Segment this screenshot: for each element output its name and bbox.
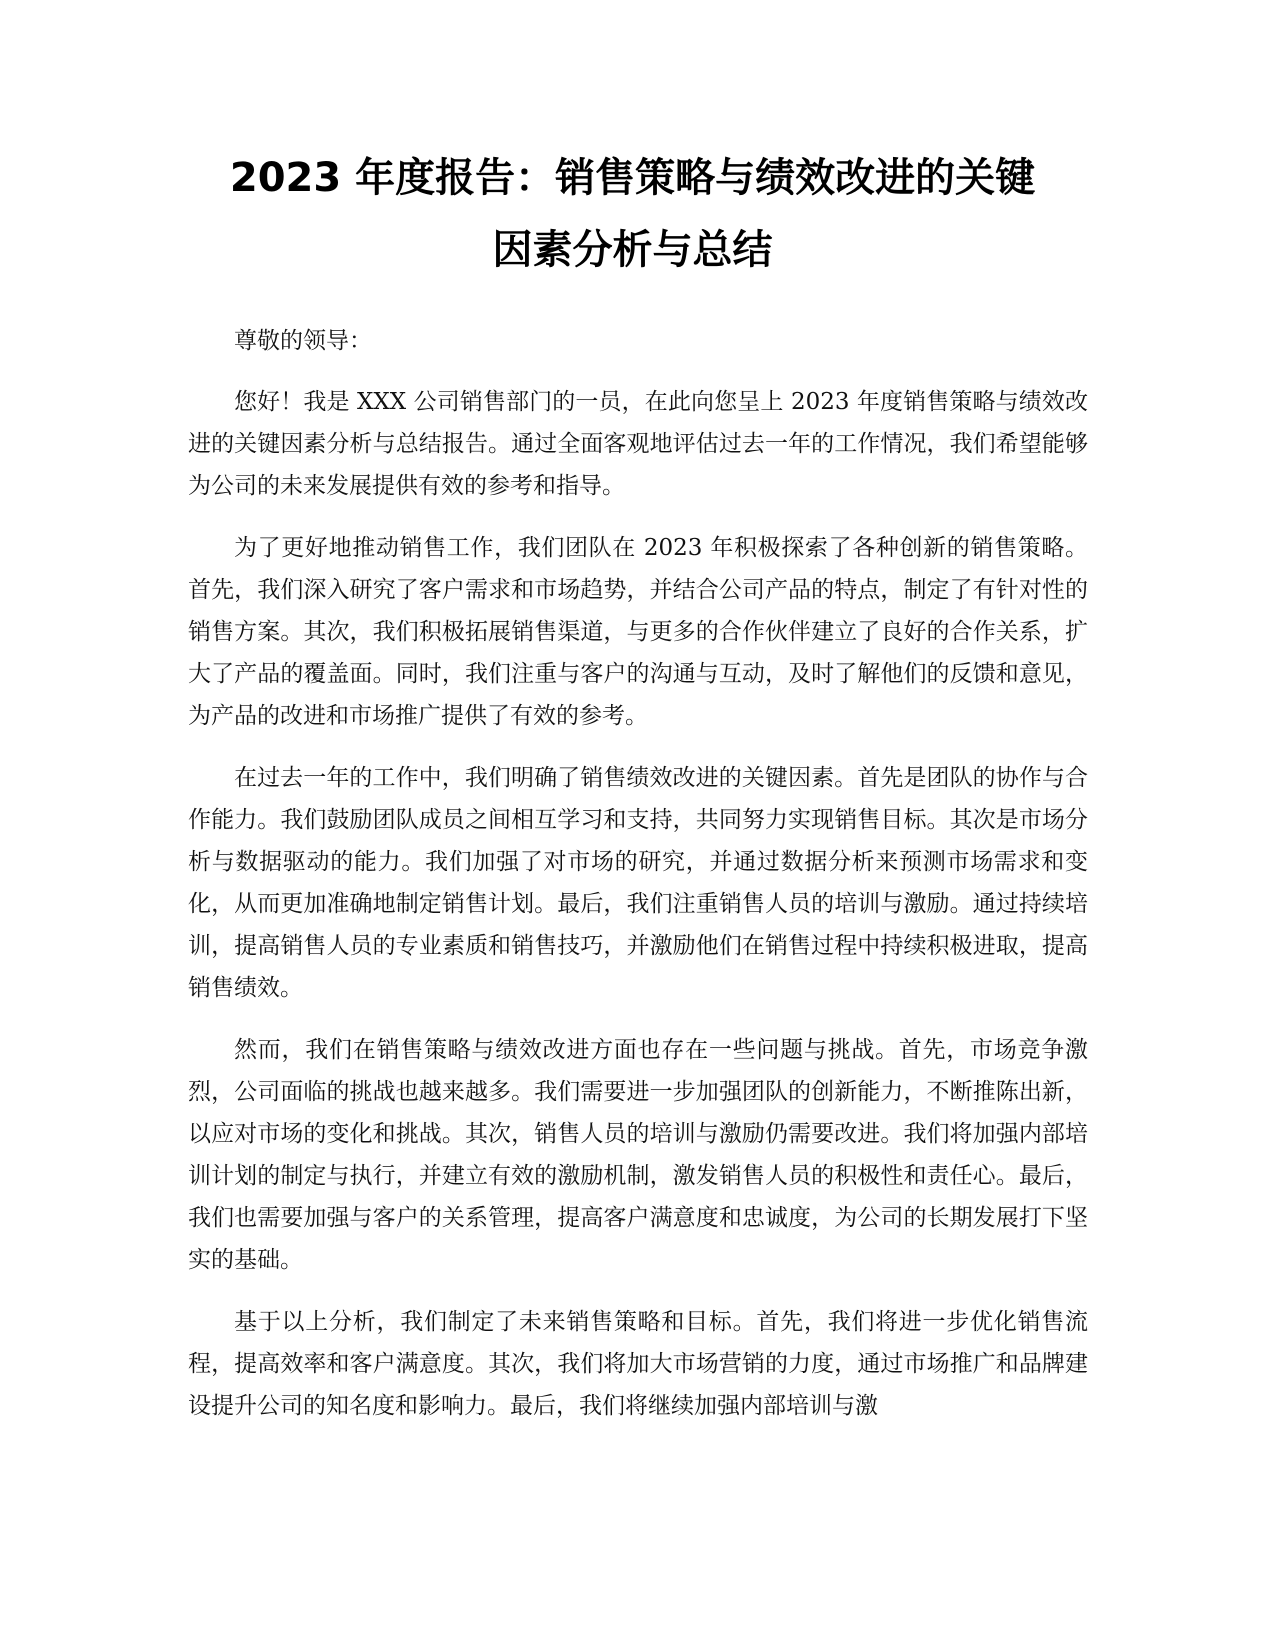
document-body: [188, 320, 1088, 1447]
paragraph-future-plan: 基于以上分析，我们制定了未来销售策略和目标。首先，我们将进一步优化销售流程，提高效率和客户满意度。其次，我们将加大市场营销的力度，通过市场推广和品牌建设提升公司的知名度和影响力。最后，我们将继续加强内部培训与激: [188, 1309, 1088, 1419]
title-line-2: 因素分析与总结: [492, 227, 773, 273]
paragraph-key-factors: 在过去一年的工作中，我们明确了销售绩效改进的关键因素。首先是团队的协作与合作能力。我们鼓励团队成员之间相互学习和支持，共同努力实现销售目标。其次是市场分析与数据驱动的能力。我们加强了对市场的研究，并通过数据分析来预测市场需求和变化，从而更加准确地制定销售计划。最后，我们注重销售人员的培训与激励。通过持续培训，提高销售人员的专业素质和销售技巧，并激励他们在销售过程中持续积极进取，提高销售绩效。: [188, 765, 1088, 1001]
paragraph-strategy: 为了更好地推动销售工作，我们团队在 2023 年积极探索了各种创新的销售策略。首先，我们深入研究了客户需求和市场趋势，并结合公司产品的特点，制定了有针对性的销售方案。其次，我们积极拓展销售渠道，与更多的合作伙伴建立了良好的合作关系，扩大了产品的覆盖面。同时，我们注重与客户的沟通与互动，及时了解他们的反馈和意见，为产品的改进和市场推广提供了有效的参考。: [188, 535, 1088, 729]
salutation: 尊敬的领导：: [234, 328, 372, 354]
document-title: [180, 142, 1085, 286]
paragraph-challenges: 然而，我们在销售策略与绩效改进方面也存在一些问题与挑战。首先，市场竞争激烈，公司面临的挑战也越来越多。我们需要进一步加强团队的创新能力，不断推陈出新，以应对市场的变化和挑战。其次，销售人员的培训与激励仍需要改进。我们将加强内部培训计划的制定与执行，并建立有效的激励机制，激发销售人员的积极性和责任心。最后，我们也需要加强与客户的关系管理，提高客户满意度和忠诚度，为公司的长期发展打下坚实的基础。: [188, 1037, 1088, 1273]
title-line-1: 2023 年度报告：销售策略与绩效改进的关键: [229, 155, 1036, 201]
paragraph-greeting: 您好！我是 XXX 公司销售部门的一员，在此向您呈上 2023 年度销售策略与绩效改进的关键因素分析与总结报告。通过全面客观地评估过去一年的工作情况，我们希望能够为公司的未来发展提供有效的参考和指导。: [188, 389, 1088, 499]
